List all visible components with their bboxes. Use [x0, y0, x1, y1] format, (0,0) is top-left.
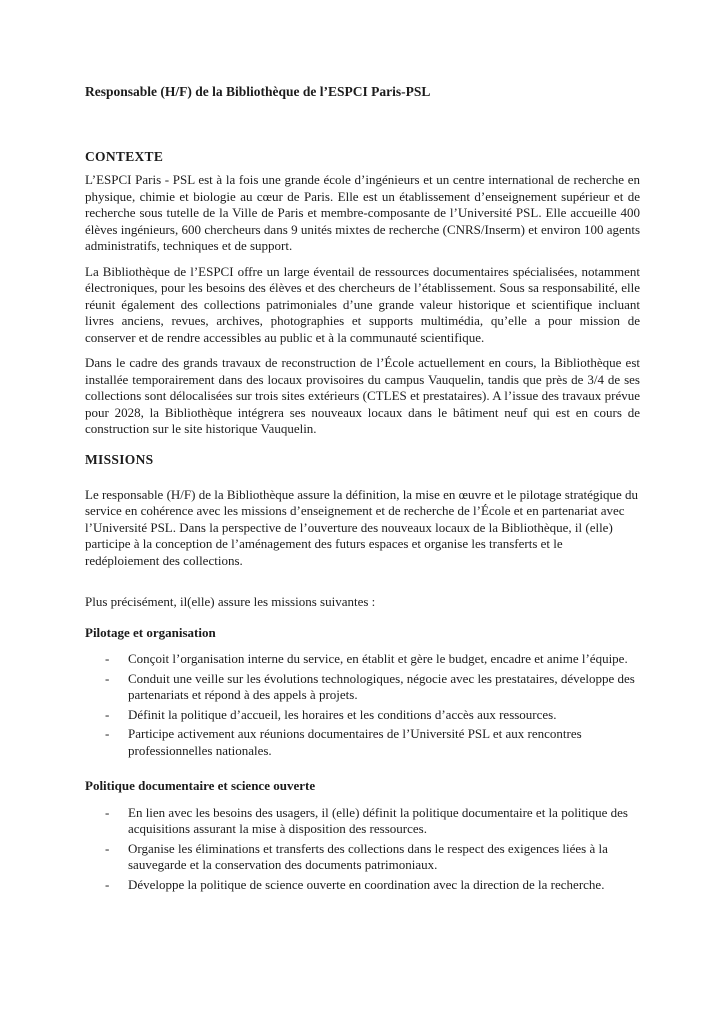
section-heading-contexte: CONTEXTE: [85, 149, 164, 165]
pilotage-bullet-list: [85, 651, 640, 759]
bullet-text: Participe activement aux réunions documentaires de l’Université PSL et aux rencontres professionnelles nationales.: [128, 726, 582, 758]
contexte-paragraph-2: La Bibliothèque de l’ESPCI offre un large éventail de ressources documentaires spécialisées, notamment électroniques, pour les besoins des élèves et des chercheurs de l’établissement. Sous sa responsabilité, elle réunit également des collections patrimoniales d’une grande valeur historique et scientifique incluant livres anciens, revues, archives, photographies et supports multimédia, qu’elle a pour mission de conserver et de rendre accessibles au public et à la communauté scientifique.: [85, 263, 640, 345]
missions-intro-paragraph: Le responsable (H/F) de la Bibliothèque assure la définition, la mise en œuvre et le pilotage stratégique du service en cohérence avec les missions d’enseignement et de recherche de l’École et en partenariat avec l’Université PSL. Dans la perspective de l’ouverture des nouveaux locaux de la Bibliothèque, il (elle) participe à la conception de l’aménagement des futurs espaces et organise les transferts et le redéploiement des collections.: [85, 486, 639, 568]
bullet-text: Conçoit l’organisation interne du service, en établit et gère le budget, encadre et anime l’équipe.: [128, 651, 628, 667]
bullet-text: Développe la politique de science ouverte en coordination avec la direction de la recherche.: [128, 876, 605, 892]
bullet-text: Organise les éliminations et transferts des collections dans le respect des exigences liées à la sauvegarde et la conservation des documents patrimoniaux.: [128, 840, 608, 873]
bullet-dash: -: [105, 706, 110, 722]
bullet-text: Définit la politique d’accueil, les horaires et les conditions d’accès aux ressources.: [128, 706, 557, 722]
politique-bullet-list: [85, 805, 640, 894]
bullet-item: [105, 671, 640, 704]
bullet-dash: -: [105, 651, 110, 667]
section-heading-missions: MISSIONS: [85, 451, 154, 467]
bullet-dash: -: [105, 726, 110, 742]
bullet-text: Conduit une veille sur les évolutions technologiques, négocie avec les prestataires, développe des partenariats et répond à des appels à projets.: [128, 670, 635, 703]
bullet-dash: -: [105, 876, 110, 892]
bullet-dash: -: [105, 804, 110, 820]
contexte-paragraph-3: Dans le cadre des grands travaux de reconstruction de l’École actuellement en cours, la Bibliothèque est installée temporairement dans des locaux provisoires du campus Vauquelin, tandis que près de 3/4 de ses collections sont délocalisées sur trois sites extérieurs (CTLES et prestataires). A l’issue des travaux prévue pour 2028, la Bibliothèque intégrera ses nouveaux locaux dans le bâtiment neuf qui est en cours de construction sur le site historique Vauquelin.: [85, 355, 640, 437]
bullet-dash: -: [105, 840, 110, 856]
bullet-item: [105, 841, 640, 874]
bullet-item: [105, 707, 640, 724]
bullet-item: [105, 651, 640, 668]
bullet-text: En lien avec les besoins des usagers, il (elle) définit la politique documentaire et la politique des acquisitions assurant la mise à disposition des ressources.: [128, 804, 628, 837]
bullet-item: [105, 877, 640, 894]
subsection-heading-politique-documentaire: Politique documentaire et science ouverte: [85, 778, 316, 794]
bullet-dash: -: [105, 670, 110, 686]
missions-lead-line: Plus précisément, il(elle) assure les missions suivantes :: [85, 594, 376, 610]
subsection-heading-pilotage: Pilotage et organisation: [85, 624, 216, 640]
bullet-item: [105, 726, 640, 759]
contexte-paragraph-1: L’ESPCI Paris - PSL est à la fois une grande école d’ingénieurs et un centre international de recherche en physique, chimie et biologie au cœur de Paris. Elle est un établissement d’enseignement supérieur et de recherche sous tutelle de la Ville de Paris et membre-composante de l’Université PSL. Elle accueille 400 élèves ingénieurs, 600 chercheurs dans 9 unités mixtes de recherche (CNRS/Inserm) et environ 100 agents administratifs, techniques et de support.: [85, 172, 640, 254]
bullet-item: [105, 805, 640, 838]
document-title: Responsable (H/F) de la Bibliothèque de l’ESPCI Paris-PSL: [85, 84, 431, 99]
